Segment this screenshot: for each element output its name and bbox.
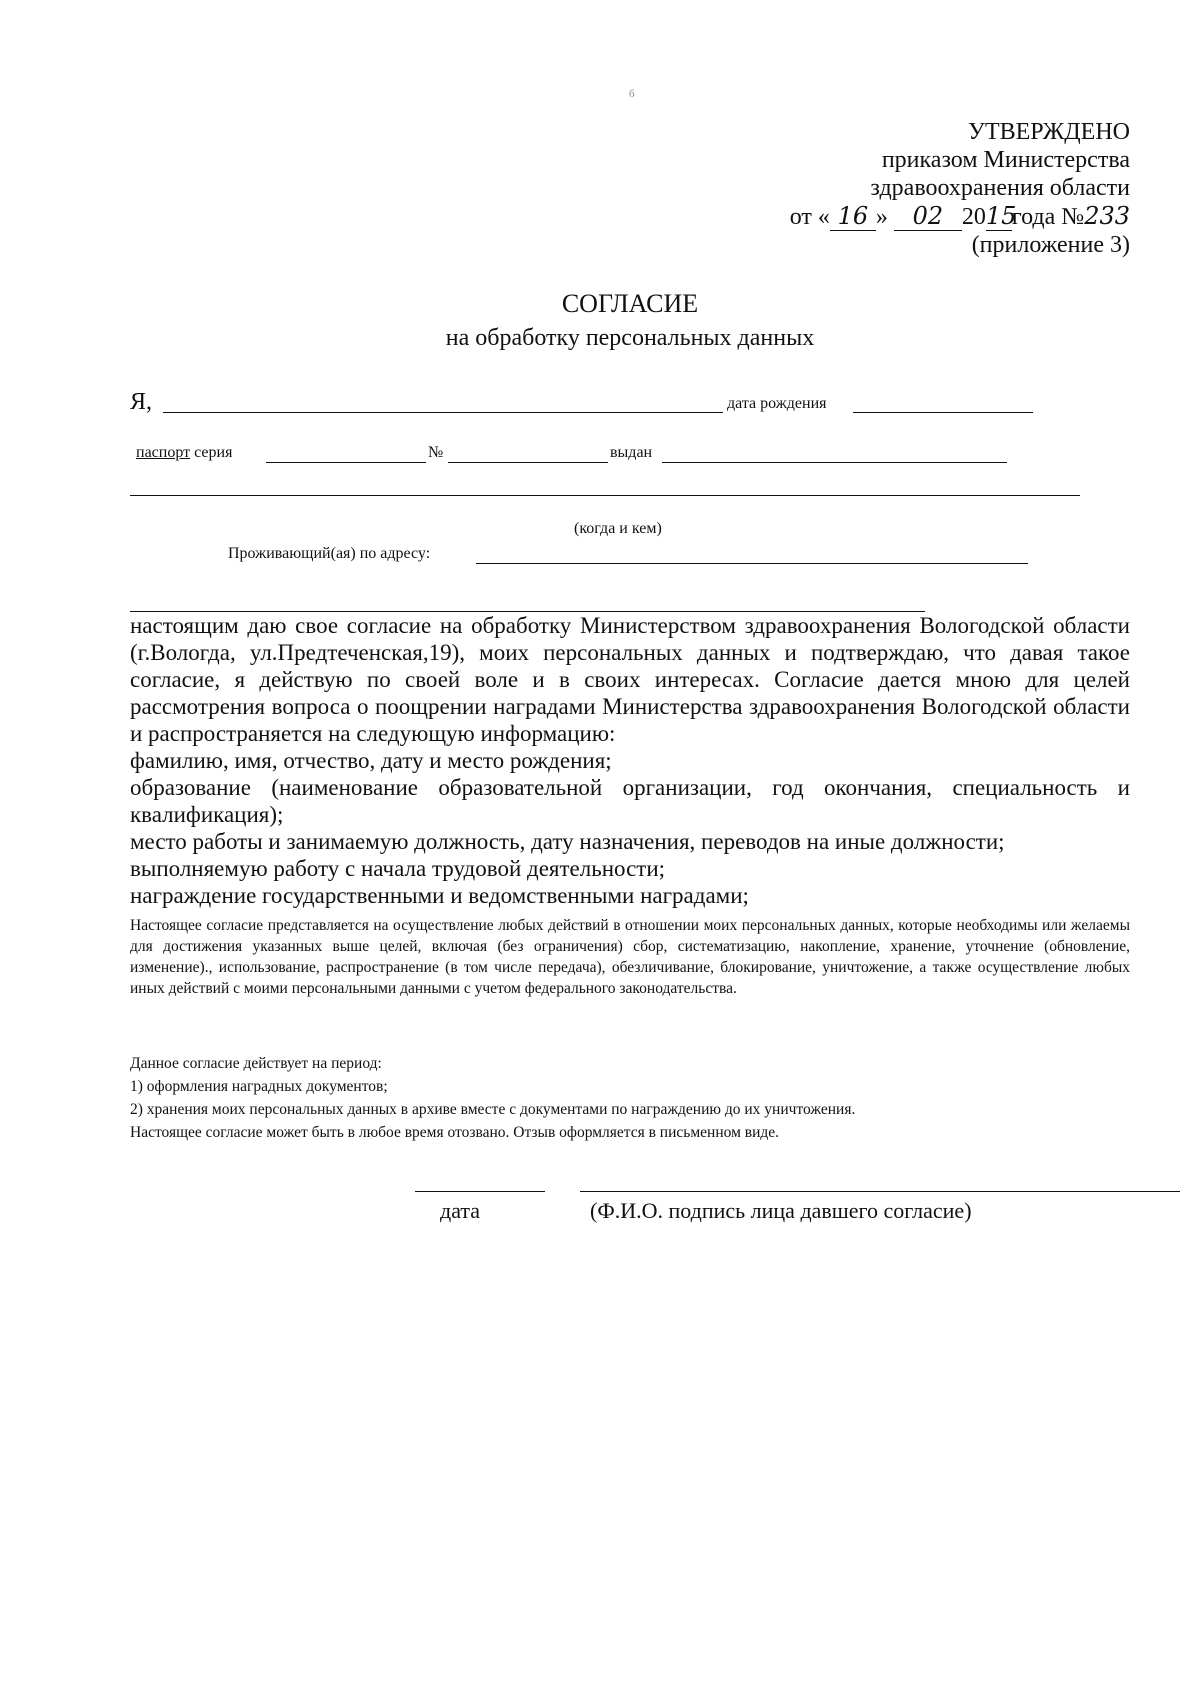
- issued-continuation-field[interactable]: [130, 495, 1080, 496]
- birth-date-field[interactable]: [853, 412, 1033, 413]
- signature-name-label: (Ф.И.О. подпись лица давшего согласие): [590, 1198, 972, 1223]
- actions-block: [130, 915, 1130, 999]
- validity-intro: Данное согласие действует на период:: [130, 1055, 382, 1072]
- passport-series-field[interactable]: [266, 462, 426, 463]
- validity-item-1: 1) оформления наградных документов;: [130, 1078, 388, 1095]
- address-label: Проживающий(ая) по адресу:: [228, 545, 431, 562]
- info-item-2: образование (наименование образовательной организации, год окончания, специальность и квалификация);: [130, 775, 1130, 827]
- when-by-whom-hint: (когда и кем): [574, 520, 662, 537]
- series-label: серия: [194, 444, 233, 461]
- page-mark: б: [629, 88, 635, 100]
- info-item-4: выполняемую работу с начала трудовой деятельности;: [130, 856, 666, 881]
- handwritten-day: 16: [830, 202, 876, 231]
- consent-paragraph: настоящим даю свое согласие на обработку Министерством здравоохранения Вологодской области (г.Вологда, ул.Предтеченская,19), моих персональных данных и подтверждаю, что давая такое согласие, я действую по своей воле и в своих интересах. Согласие дается мною для целей рассмотрения вопроса о поощрении наградами Министерства здравоохранения Вологодской области и распространяется на следующую информацию:: [130, 613, 1130, 746]
- approval-title: УТВЕРЖДЕНО: [967, 119, 1130, 145]
- info-item-5: награждение государственными и ведомственными наградами;: [130, 883, 749, 908]
- handwritten-year: 15: [985, 202, 1017, 230]
- approval-line-1: приказом Министерства: [881, 147, 1130, 173]
- info-item-1: фамилию, имя, отчество, дату и место рождения;: [130, 748, 612, 773]
- address-field[interactable]: [476, 563, 1028, 564]
- passport-number-label: №: [428, 444, 444, 461]
- handwritten-number: 233: [1084, 202, 1130, 230]
- i-label: Я,: [130, 389, 153, 415]
- passport-label: паспорт: [136, 444, 191, 461]
- signature-name-field[interactable]: [580, 1191, 1180, 1192]
- signature-date-label: дата: [440, 1198, 481, 1223]
- birth-date-label: дата рождения: [727, 395, 827, 412]
- validity-block: [130, 1052, 1130, 1144]
- date-prefix: от «: [789, 204, 830, 230]
- passport-number-field[interactable]: [448, 462, 608, 463]
- approval-order-line: [790, 202, 1130, 231]
- approval-block: [790, 118, 1130, 259]
- document-subtitle: на обработку персональных данных: [445, 325, 815, 351]
- validity-item-2: 2) хранения моих персональных данных в архиве вместе с документами по награждению до их уничтожения.: [130, 1101, 856, 1118]
- consent-body: [130, 612, 1130, 909]
- quote-close: »: [875, 204, 888, 230]
- approval-line-2: здравоохранения области: [870, 175, 1130, 201]
- year-word: года №: [1011, 204, 1085, 230]
- approval-appendix: (приложение 3): [971, 232, 1130, 258]
- document-title: СОГЛАСИЕ: [561, 289, 699, 318]
- fullname-field[interactable]: [163, 412, 723, 413]
- issued-label: выдан: [610, 444, 653, 461]
- passport-row: [136, 444, 232, 462]
- year-prefix: 20: [961, 204, 986, 230]
- validity-revoke: Настоящее согласие может быть в любое время отозвано. Отзыв оформляется в письменном виде.: [130, 1124, 780, 1141]
- info-item-3: место работы и занимаемую должность, дату назначения, переводов на иные должности;: [130, 829, 1005, 854]
- actions-paragraph: Настоящее согласие представляется на осуществление любых действий в отношении моих персональных данных, которые необходимы или желаемы для достижения указанных выше целей, включая (без ограничения) сбор, систематизацию, накопление, хранение, уточнение (обновление, изменение)., использование, распространение (в том числе передача), обезличивание, блокирование, уничтожение, а также осуществление любых иных действий с моими персональными данными с учетом федерального законодательства.: [130, 917, 1130, 997]
- issued-field[interactable]: [662, 462, 1007, 463]
- handwritten-month: 02: [894, 202, 962, 231]
- signature-date-field[interactable]: [415, 1191, 545, 1192]
